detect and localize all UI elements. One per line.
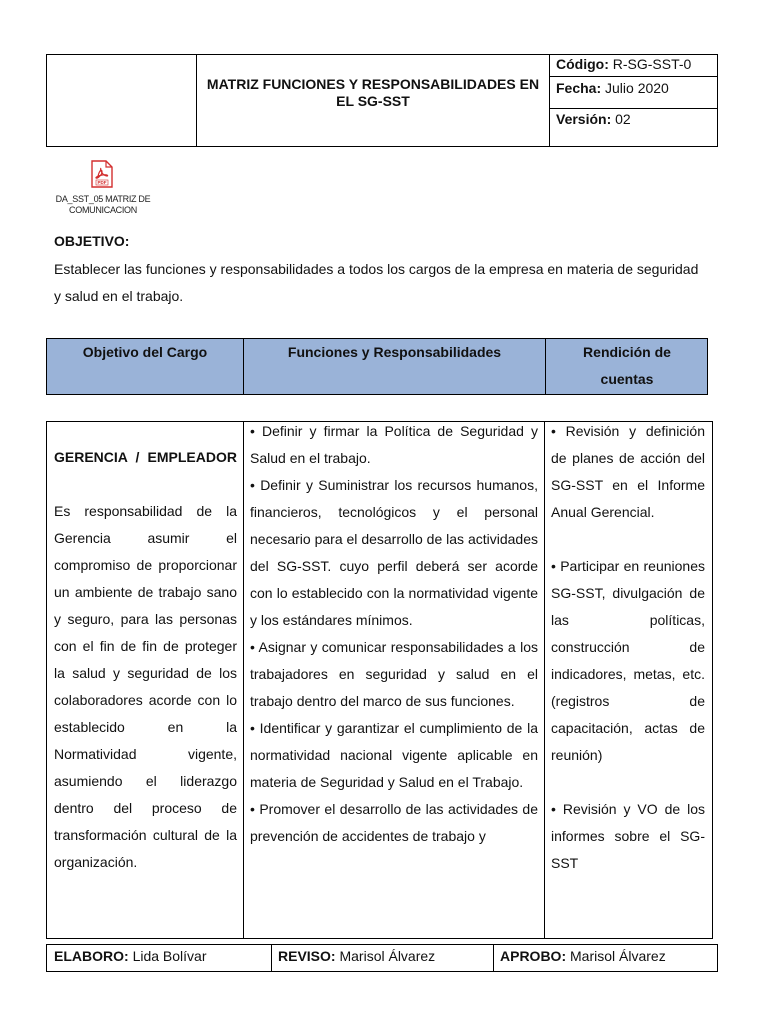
role-description: Es responsabilidad de la Gerencia asumir el compromiso de proporcionar un ambiente de trabajo sano y seguro, para las personas con el fin de fin de proteger la salud y seguridad de los colaboradores acorde con lo establecido en la Normatividad vigente, asumiendo el liderazgo dentro del proceso de transformación cultural de la organización. — [54, 503, 237, 870]
footer-aprobo — [493, 944, 718, 972]
accountability-item: • Revisión y definición de planes de acción del SG-SST en el Informe Anual Gerencial. — [551, 423, 705, 520]
content-divider-1 — [243, 421, 244, 939]
codigo-cell — [556, 56, 691, 72]
elaboro-label: ELABORO: — [54, 948, 129, 964]
codigo-label: Código: — [556, 56, 609, 72]
header-hline-2 — [549, 108, 718, 109]
footer-elaboro — [46, 944, 272, 972]
content-divider-2 — [544, 421, 545, 939]
reviso-value: Marisol Álvarez — [339, 948, 436, 964]
column-header-rendicion: Rendición de cuentas — [583, 344, 671, 387]
footer-reviso — [271, 944, 494, 972]
fecha-value: Julio 2020 — [605, 80, 669, 96]
version-value: 02 — [615, 111, 631, 127]
function-item: • Definir y firmar la Política de Seguridad y Salud en el trabajo. — [250, 423, 538, 466]
reviso-label: REVISO: — [278, 948, 336, 964]
function-item: • Definir y Suministrar los recursos humanos, financieros, tecnológicos y el personal necesario para el desarrollo de las actividades del SG-SST. cuyo perfil deberá ser acorde con lo establecido con la normatividad vigente y los estándares mínimos. — [250, 477, 538, 628]
aprobo-label: APROBO: — [500, 948, 567, 964]
objective-label: OBJETIVO: — [54, 233, 130, 249]
blue-divider-2 — [545, 339, 546, 394]
attachment-caption[interactable]: DA_SST_05 MATRIZ DE COMUNICACION — [55, 194, 151, 215]
function-item: • Promover el desarrollo de las actividades de prevención de accidentes de trabajo y — [250, 801, 538, 844]
pdf-badge: PDF — [97, 180, 107, 186]
aprobo-value: Marisol Álvarez — [570, 948, 666, 964]
role-title: GERENCIA / EMPLEADOR — [54, 449, 237, 465]
accountability-item: • Revisión y VO de los informes sobre el SG-SST — [551, 801, 705, 871]
role-cell — [54, 444, 237, 876]
version-label: Versión: — [556, 111, 612, 127]
column-header-funciones: Funciones y Responsabilidades — [287, 344, 502, 360]
functions-cell — [250, 418, 538, 850]
pdf-icon[interactable] — [90, 160, 114, 188]
header-hline-1 — [549, 76, 718, 77]
codigo-value: R-SG-SST-0 — [612, 56, 692, 72]
accountability-item: • Participar en reuniones SG-SST, divulgación de las políticas, construcción de indicadores, metas, etc. (registros de capacitación, actas de reunión) — [551, 558, 705, 763]
header-divider-2 — [549, 54, 550, 147]
elaboro-value: Lida Bolívar — [132, 948, 207, 964]
table-header-row — [46, 338, 708, 395]
function-item: • Identificar y garantizar el cumplimiento de la normatividad nacional vigente aplicable en materia de Seguridad y Salud en el Trabajo. — [250, 720, 538, 790]
fecha-label: Fecha: — [556, 80, 602, 96]
accountability-cell — [551, 418, 705, 877]
function-item: • Asignar y comunicar responsabilidades a los trabajadores en seguridad y salud en el trabajo dentro del marco de sus funciones. — [250, 639, 538, 709]
fecha-cell — [556, 80, 669, 96]
objective-text: Establecer las funciones y responsabilidades a todos los cargos de la empresa en materia de seguridad y salud en el trabajo. — [54, 261, 699, 304]
version-cell — [556, 111, 631, 127]
column-header-objetivo: Objetivo del Cargo — [82, 344, 208, 360]
document-title: MATRIZ FUNCIONES Y RESPONSABILIDADES EN EL SG-SST — [206, 76, 540, 109]
